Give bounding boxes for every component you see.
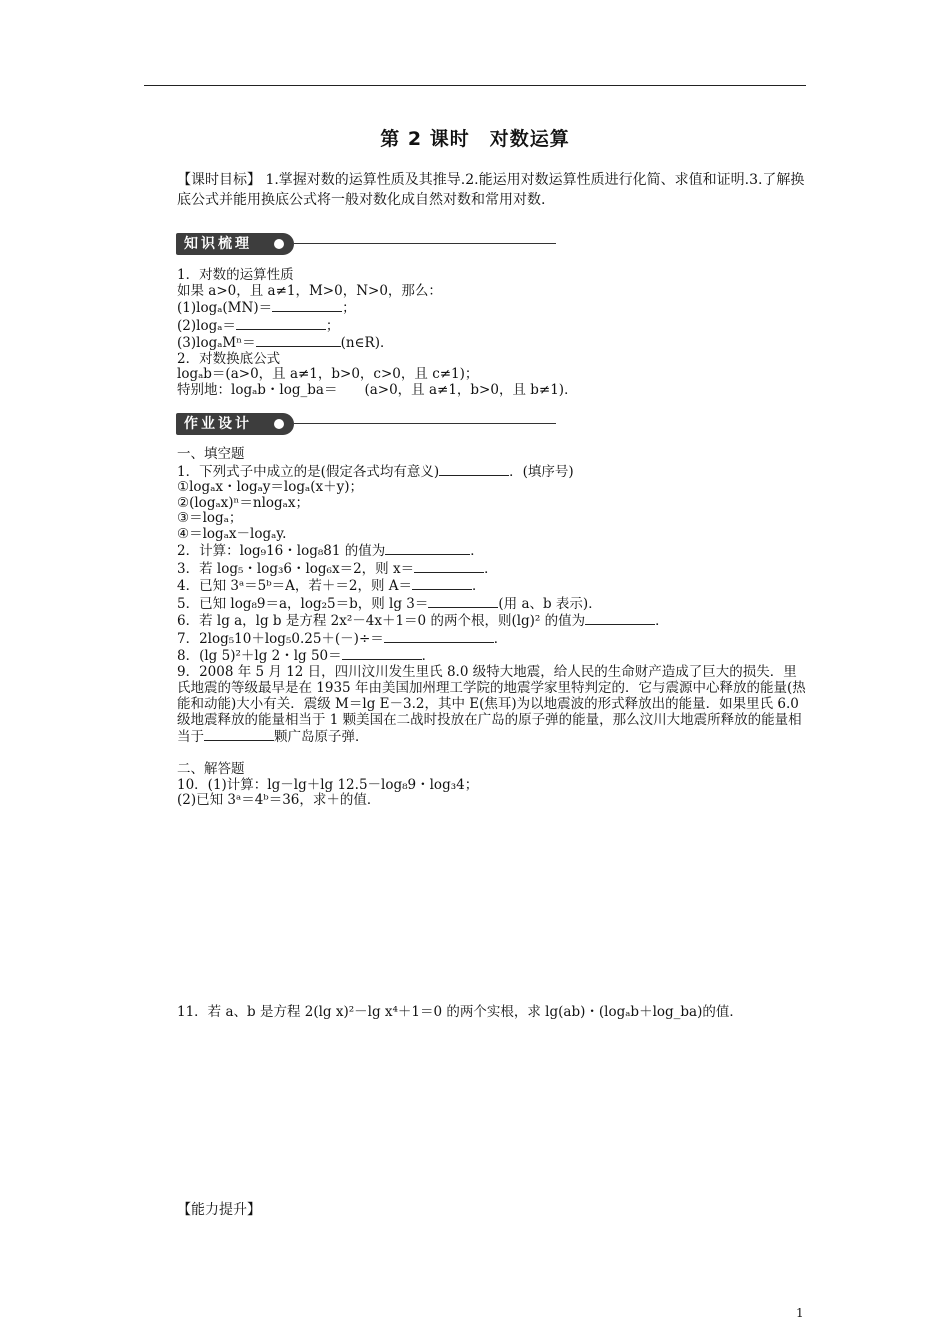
- question-8: 8．(lg 5)²＋lg 2・lg 50＝ ．: [177, 648, 436, 664]
- question-text: 7．2log₅10＋log₅0.25＋(－)÷＝: [177, 630, 384, 647]
- answer-blank[interactable]: [428, 595, 498, 608]
- question-text: 1．下列式子中成立的是(假定各式均有意义): [177, 463, 440, 480]
- section-heading: 二、解答题: [177, 761, 245, 777]
- section-heading: 一、填空题: [177, 446, 245, 462]
- question-6: 6．若 lg a，lg b 是方程 2x²－4x＋1＝0 的两个根，则(lg)² 的值为 ．: [177, 613, 669, 629]
- question-text: 6．若 lg a，lg b 是方程 2x²－4x＋1＝0 的两个根，则(lg)² 的值为: [177, 613, 586, 629]
- knowledge-list: [177, 268, 817, 398]
- knowledge-line: 如果 a>0，且 a≠1，M>0，N>0，那么：: [177, 282, 442, 299]
- header-rule: [144, 85, 806, 86]
- answer-blank[interactable]: [236, 317, 326, 330]
- answer-blank[interactable]: [342, 647, 422, 660]
- section-label-homework: 作业设计: [176, 413, 294, 435]
- question-5: [177, 595, 817, 613]
- bullet-dot-icon: [274, 239, 284, 249]
- section-rule: [294, 423, 556, 424]
- ability-heading: 【能力提升】: [177, 1202, 261, 1218]
- question-tail: ．(填序号): [509, 463, 574, 480]
- fill-blank-questions: [177, 447, 817, 665]
- question-text: 2．计算：log₉16・log₈81 的值为: [177, 543, 386, 559]
- knowledge-line: 2．对数换底公式: [177, 350, 281, 367]
- knowledge-suffix: (n∈R)．: [340, 335, 394, 351]
- knowledge-text: (3)logₐMⁿ＝: [177, 335, 256, 351]
- knowledge-text: (1)logₐ(MN)＝: [177, 300, 273, 316]
- option-item: ②(logₐx)ⁿ＝nlogₐx；: [177, 494, 309, 511]
- knowledge-suffix: ；: [342, 300, 356, 316]
- section-rule: [294, 243, 556, 244]
- question-9: [177, 664, 809, 745]
- question-3: 3．若 log₅・log₃6・log₆x＝2，则 x＝ ．: [177, 560, 498, 577]
- knowledge-line: [177, 299, 817, 317]
- page-title: 第 2 课时 对数运算: [380, 128, 570, 150]
- bullet-dot-icon: [274, 419, 284, 429]
- option-item: ③＝logₐ；: [177, 510, 243, 526]
- knowledge-line: 特别地：logₐb・log_ba＝ (a>0，且 a≠1，b>0，且 b≠1)．: [177, 381, 578, 398]
- answer-blank[interactable]: [414, 560, 484, 573]
- question-10b: (2)已知 3ᵃ＝4ᵇ＝36，求＋的值．: [177, 792, 381, 808]
- question-2: 2．计算：log₉16・log₈81 的值为 ．: [177, 543, 484, 559]
- question-tail: 颗广岛原子弹．: [274, 729, 369, 745]
- knowledge-suffix: ；: [325, 317, 340, 334]
- question-1: [177, 463, 817, 481]
- knowledge-text: (2)logₐ＝: [177, 317, 236, 334]
- question-text: 5．已知 log₈9＝a，log₂5＝b，则 lg 3＝: [177, 595, 429, 612]
- question-text: 9．2008 年 5 月 12 日，四川汶川发生里氏 8.0 级特大地震，给人民的生命财产造成了巨大的损失．里氏地震的等级最早是在 1935 年由美国加州理工学院的地震学家里特判定的．它与震源中心释放的能量(热能和动能)大小有关．震级 M＝lg E－3.2，其中 E(焦耳)为以地震波的形式释放出的能量．如果里氏 6.0 级地震释放的能量相当于 1 颗美国在二战时投放在广岛的原子弹的能量，那么汶川大地震所释放的能量相当于: [177, 664, 806, 745]
- knowledge-line: logₐb＝(a>0，且 a≠1，b>0，c>0，且 c≠1)；: [177, 366, 479, 382]
- answer-blank[interactable]: [272, 299, 342, 312]
- answer-blank[interactable]: [384, 630, 494, 643]
- question-10a: 10．(1)计算：lg－lg＋lg 12.5－log₈9・log₃4；: [177, 776, 479, 793]
- answer-blank[interactable]: [385, 542, 470, 555]
- knowledge-line: [177, 317, 817, 335]
- knowledge-line: 1．对数的运算性质: [177, 267, 294, 283]
- answer-questions: [177, 762, 817, 809]
- objectives-text: 【课时目标】 1.掌握对数的运算性质及其推导.2.能运用对数运算性质进行化简、求值和证明.3.了解换底公式并能用换底公式将一般对数化成自然对数和常用对数.: [177, 172, 805, 208]
- answer-blank[interactable]: [256, 334, 341, 347]
- page-number: 1: [796, 1306, 804, 1320]
- option-item: ④＝logₐx－logₐy.: [177, 525, 287, 542]
- section-label-knowledge: 知识梳理: [176, 233, 294, 255]
- question-7: 7．2log₅10＋log₅0.25＋(－)÷＝ ．: [177, 630, 508, 647]
- answer-blank[interactable]: [439, 463, 509, 476]
- question-text: 3．若 log₅・log₃6・log₆x＝2，则 x＝: [177, 560, 415, 577]
- knowledge-line: [177, 334, 817, 352]
- question-text: 8．(lg 5)²＋lg 2・lg 50＝: [177, 648, 342, 664]
- question-4: 4．已知 3ᵃ＝5ᵇ＝A，若＋＝2，则 A＝ ．: [177, 578, 486, 594]
- answer-blank[interactable]: [585, 612, 655, 625]
- answer-blank[interactable]: [204, 728, 274, 741]
- question-tail: (用 a、b 表示)．: [498, 595, 602, 612]
- question-11: 11．若 a、b 是方程 2(lg x)²－lg x⁴＋1＝0 的两个实根，求 lg(ab)・(logₐb＋log_ba)的值．: [177, 1004, 743, 1020]
- option-item: ①logₐx・logₐy＝logₐ(x＋y)；: [177, 479, 364, 495]
- question-text: 4．已知 3ᵃ＝5ᵇ＝A，若＋＝2，则 A＝: [177, 578, 413, 594]
- answer-blank[interactable]: [412, 577, 472, 590]
